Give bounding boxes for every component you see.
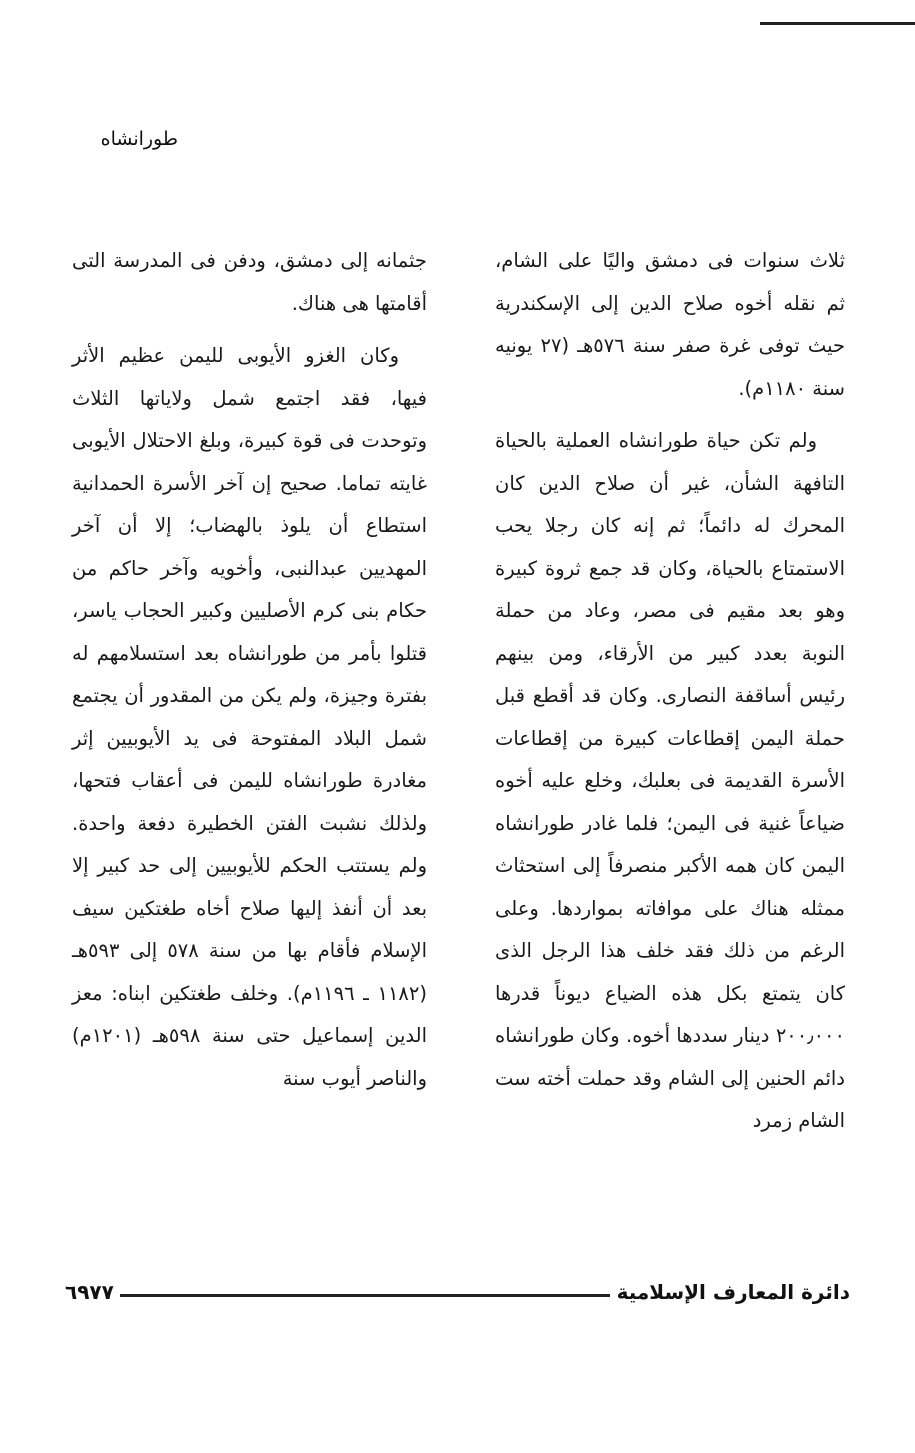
paragraph: جثمانه إلى دمشق، ودفن فى المدرسة التى أقامتها هى هناك. (72, 249, 427, 315)
page-number: ٦٩٧٧ (65, 1280, 114, 1304)
text-column-right (495, 240, 845, 1143)
footer-title: دائرة المعارف الإسلامية (616, 1280, 850, 1304)
page-footer (65, 1280, 850, 1310)
footer-rule (120, 1294, 610, 1297)
running-head: طورانشاه (100, 128, 178, 150)
paragraph: ولم تكن حياة طورانشاه العملية بالحياة التافهة الشأن، غير أن صلاح الدين كان المحرك له دائماً؛ ثم إنه كان رجلا يحب الاستمتاع بالحياة، وكان قد جمع ثروة كبيرة وهو بعد مقيم فى مصر، وعاد من حملة النوبة بعدد كبير من الأرقاء، ومن بينهم رئيس أساقفة النصارى. وكان قد أقطع قبل حملة اليمن إقطاعات كبيرة من إقطاعات الأسرة القديمة فى بعلبك، وخلع عليه أخوه ضياعاً غنية فى اليمن؛ فلما غادر طورانشاه اليمن كان همه الأكبر منصرفاً إلى استحثاث ممثله هناك على موافاته بمواردها. وعلى الرغم من ذلك فقد خلف هذا الرجل الذى كان يتمتع بكل هذه الضياع ديوناً قدرها ٢٠٠٫٠٠٠ دينار سددها أخوه. وكان طورانشاه دائم الحنين إلى الشام وقد حملت أخته ست الشام زمرد (495, 429, 845, 1132)
paragraph: ثلاث سنوات فى دمشق واليًا على الشام، ثم نقله أخوه صلاح الدين إلى الإسكندرية حيث توفى غرة صفر سنة ٥٧٦هـ (٢٧ يونيه سنة ١١٨٠م). (495, 249, 846, 400)
paragraph: وكان الغزو الأيوبى لليمن عظيم الأثر فيها، فقد اجتمع شمل ولاياتها الثلاث وتوحدت فى قوة كبيرة، وبلغ الاحتلال الأيوبى غايته تماما. صحيح إن آخر الأسرة الحمدانية استطاع أن يلوذ بالهضاب؛ إلا أن آخر المهديين عبدالنبى، وأخويه وآخر حاكم من حكام بنى كرم الأصليين وكبير الحجاب ياسر، قتلوا بأمر من طورانشاه بعد استسلامهم له بفترة وجيزة، ولم يكن من المقدور أن يجتمع شمل البلاد المفتوحة فى يد الأيوبيين إثر مغادرة طورانشاه لليمن فى أعقاب فتحها، ولذلك نشبت الفتن الخطيرة دفعة واحدة. ولم يستتب الحكم للأيوبيين إلى حد كبير إلا بعد أن أنفذ إليها صلاح أخاه طغتكين سيف الإسلام فأقام بها من سنة ٥٧٨ إلى ٥٩٣هـ (١١٨٢ ـ ١١٩٦م). وخلف طغتكين ابناه: معز الدين إسماعيل حتى سنة ٥٩٨هـ (١٢٠١م) والناصر أيوب سنة (72, 344, 427, 1090)
text-column-left (72, 240, 427, 1100)
top-rule (760, 22, 915, 25)
